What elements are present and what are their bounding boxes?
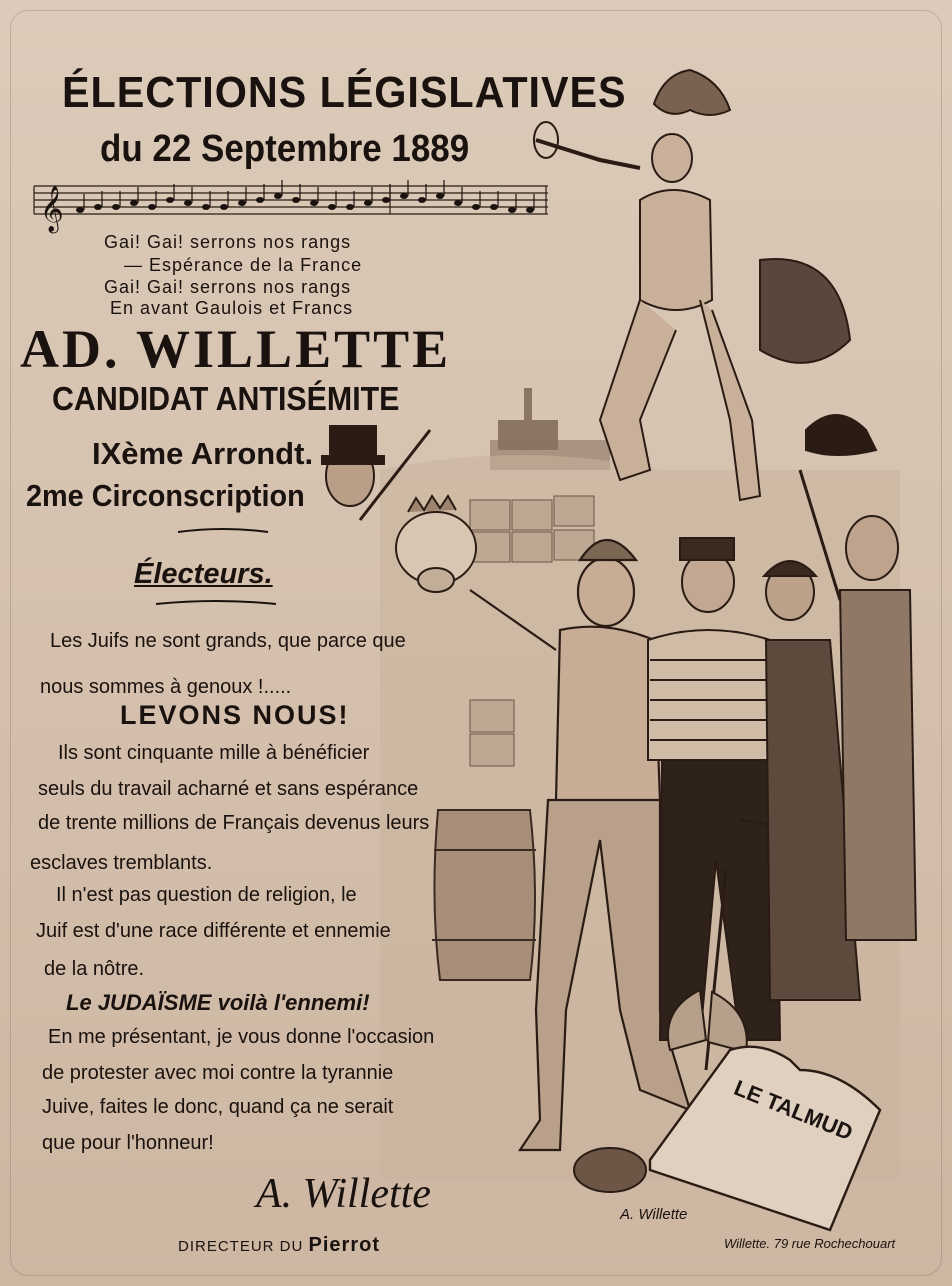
slogan: Le JUDAÏSME voilà l'ennemi!	[66, 990, 370, 1015]
body-line: Juif est d'une race différente et ennemie	[36, 920, 391, 942]
music-note	[148, 204, 156, 210]
music-note	[436, 193, 444, 199]
marianne-figure	[534, 70, 850, 500]
music-note	[94, 204, 102, 210]
music-note	[256, 197, 264, 203]
music-note	[220, 204, 228, 210]
journal-name: Pierrot	[308, 1234, 380, 1256]
tablet-text: LE TALMUD	[730, 1075, 857, 1146]
ornament-rule	[178, 529, 268, 532]
barrel	[432, 810, 536, 980]
music-note	[526, 207, 534, 213]
body-line: Ils sont cinquante mille à bénéficier	[58, 742, 370, 764]
music-note	[472, 204, 480, 210]
ornament-rule	[156, 601, 276, 604]
body-line: de trente millions de Français devenus leurs	[38, 812, 430, 834]
body-line: En me présentant, je vous donne l'occasion	[48, 1026, 435, 1048]
director-label: DIRECTEUR DU	[178, 1238, 304, 1255]
music-note	[418, 197, 426, 203]
music-note	[292, 197, 300, 203]
body-line: de protester avec moi contre la tyrannie	[42, 1062, 394, 1084]
poster-title: ÉLECTIONS LÉGISLATIVES	[62, 68, 627, 117]
arrondissement: IXème Arrondt.	[92, 436, 314, 471]
body-line: nous sommes à genoux !.....	[40, 676, 292, 698]
election-date: du 22 Septembre 1889	[100, 128, 470, 170]
electors-heading: Électeurs.	[134, 558, 273, 590]
song-lyric-line: Gai! Gai! serrons nos rangs	[104, 277, 352, 297]
music-note	[346, 204, 354, 210]
body-line: Il n'est pas question de religion, le	[56, 884, 357, 906]
music-notes	[76, 180, 534, 213]
song-lyric-line: En avant Gaulois et Francs	[110, 298, 354, 318]
music-note	[382, 197, 390, 203]
music-note	[508, 207, 516, 213]
candidate-title: CANDIDAT ANTISÉMITE	[52, 380, 400, 417]
music-note	[364, 200, 372, 206]
music-note	[238, 200, 246, 206]
music-note	[166, 197, 174, 203]
levons-nous: LEVONS NOUS!	[120, 700, 350, 730]
music-note	[130, 200, 138, 206]
printer-address: Willette. 79 rue Rochechouart	[724, 1236, 896, 1251]
music-note	[76, 207, 84, 213]
music-note	[310, 200, 318, 206]
body-line: de la nôtre.	[44, 958, 145, 980]
circonscription: 2me Circonscription	[26, 478, 305, 513]
treble-clef-icon: 𝄞	[40, 186, 64, 232]
body-line: esclaves tremblants.	[30, 852, 213, 874]
music-note	[400, 193, 408, 199]
artist-signature: A. Willette	[620, 1206, 688, 1223]
body-line: Juive, faites le donc, quand ça ne serait	[42, 1096, 394, 1118]
song-lyric-line: — Espérance de la France	[124, 255, 363, 275]
music-note	[112, 204, 120, 210]
music-note	[454, 200, 462, 206]
director-line	[178, 1234, 380, 1257]
body-line: Les Juifs ne sont grands, que parce que	[50, 630, 406, 652]
music-note	[490, 204, 498, 210]
music-note	[184, 200, 192, 206]
song-lyric-line: Gai! Gai! serrons nos rangs	[104, 232, 352, 252]
music-note	[328, 204, 336, 210]
body-line: seuls du travail acharné et sans espérance	[38, 778, 419, 800]
candidate-signature: A. Willette	[256, 1171, 431, 1217]
rock	[574, 1148, 646, 1192]
music-note	[202, 204, 210, 210]
music-note	[274, 193, 282, 199]
body-line: que pour l'honneur!	[42, 1132, 214, 1154]
music-staff	[34, 186, 548, 214]
candidate-name: AD. WILLETTE	[20, 319, 452, 379]
